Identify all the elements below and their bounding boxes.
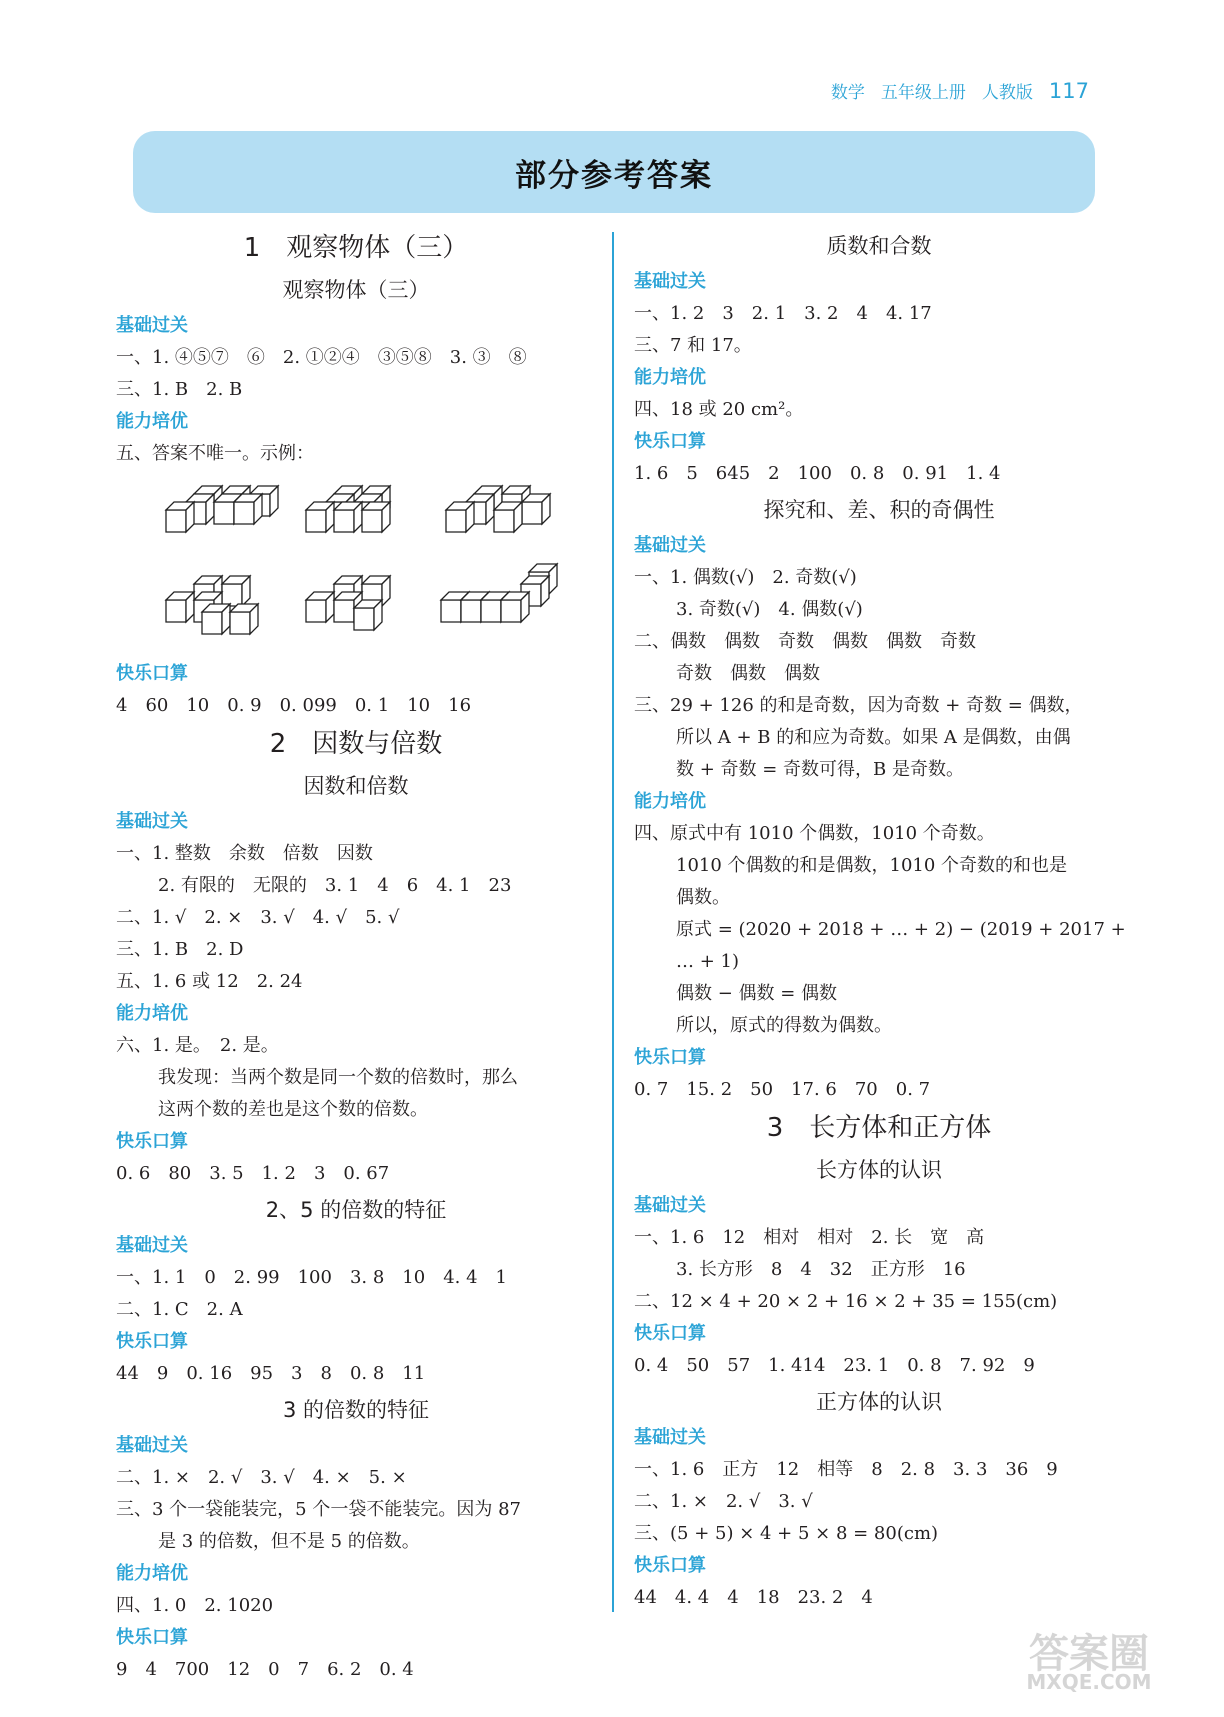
section-label: 能力培优 <box>634 367 706 388</box>
section-label: 基础过关 <box>116 1435 188 1456</box>
section-label: 基础过关 <box>634 271 706 292</box>
right-column <box>634 226 1124 1614</box>
section-label: 快乐口算 <box>116 1627 188 1648</box>
answer-line: 2. 有限的 无限的 3. 1 4 6 4. 1 23 <box>158 875 512 896</box>
lesson-title: 因数和倍数 <box>303 774 409 798</box>
column-divider <box>612 232 614 1612</box>
answer-line: … + 1) <box>676 951 739 972</box>
header-subject: 数学 <box>830 83 865 103</box>
answer-line: 我发现：当两个数是同一个数的倍数时，那么 <box>158 1067 518 1088</box>
answer-line: 3. 奇数(√) 4. 偶数(√) <box>676 599 863 620</box>
answer-line: 一、1. 2 3 2. 1 3. 2 4 4. 17 <box>634 303 932 324</box>
answer-line: 四、原式中有 1010 个偶数，1010 个奇数。 <box>634 823 995 844</box>
answer-line: 二、1. √ 2. × 3. √ 4. √ 5. √ <box>116 907 400 928</box>
answer-line: 二、1. × 2. √ 3. √ <box>634 1491 813 1512</box>
answer-line: 44 9 0. 16 95 3 8 0. 8 11 <box>116 1363 426 1384</box>
answer-line: 二、1. C 2. A <box>116 1299 243 1320</box>
section-label: 基础过关 <box>634 1427 706 1448</box>
answer-line: 0. 6 80 3. 5 1. 2 3 0. 67 <box>116 1163 390 1184</box>
answer-line: 一、1. 整数 余数 倍数 因数 <box>116 843 373 864</box>
answer-line: 五、1. 6 或 12 2. 24 <box>116 971 303 992</box>
section-label: 快乐口算 <box>634 1323 706 1344</box>
answer-line: 三、7 和 17。 <box>634 335 752 356</box>
section-label: 能力培优 <box>116 411 188 432</box>
answer-line: 所以 A + B 的和应为奇数。如果 A 是偶数，由偶 <box>676 727 1071 748</box>
section-label: 快乐口算 <box>634 1047 706 1068</box>
lesson-title: 观察物体（三） <box>282 278 430 302</box>
answer-line: 二、1. × 2. √ 3. √ 4. × 5. × <box>116 1467 407 1488</box>
section-label: 快乐口算 <box>116 663 188 684</box>
section-label: 能力培优 <box>116 1003 188 1024</box>
lesson-title: 长方体的认识 <box>816 1158 942 1182</box>
section-label: 基础过关 <box>116 315 188 336</box>
answers-banner: 部分参考答案 <box>133 131 1095 213</box>
answer-line: 三、3 个一袋能装完，5 个一袋不能装完。因为 87 <box>116 1499 521 1520</box>
section-label: 快乐口算 <box>634 431 706 452</box>
section-label: 基础过关 <box>634 535 706 556</box>
section-label: 快乐口算 <box>116 1131 188 1152</box>
cube-figures <box>116 470 596 658</box>
watermark-url: MXQE.COM <box>1026 1670 1152 1694</box>
section-label: 基础过关 <box>634 1195 706 1216</box>
answer-line: 数 + 奇数 = 奇数可得，B 是奇数。 <box>676 759 964 780</box>
left-column <box>116 226 596 1686</box>
answer-line: 这两个数的差也是这个数的倍数。 <box>158 1099 428 1120</box>
answer-line: 0. 4 50 57 1. 414 23. 1 0. 8 7. 92 9 <box>634 1355 1035 1376</box>
answer-line: 奇数 偶数 偶数 <box>676 663 820 684</box>
lesson-title: 质数和合数 <box>826 234 932 258</box>
answer-line: 三、(5 + 5) × 4 + 5 × 8 = 80(cm) <box>634 1523 939 1544</box>
lesson-title: 探究和、差、积的奇偶性 <box>763 498 995 522</box>
page-header <box>831 78 1089 103</box>
answer-line: 1. 6 5 645 2 100 0. 8 0. 91 1. 4 <box>634 463 1001 484</box>
answer-line: 4 60 10 0. 9 0. 099 0. 1 10 16 <box>116 695 472 716</box>
section-label: 快乐口算 <box>634 1555 706 1576</box>
lesson-title: 正方体的认识 <box>816 1390 942 1414</box>
section-label: 基础过关 <box>116 811 188 832</box>
answer-line: 44 4. 4 4 18 23. 2 4 <box>634 1587 873 1608</box>
answer-line: 原式 = (2020 + 2018 + … + 2) − (2019 + 2017 + <box>676 919 1126 940</box>
answer-line: 四、18 或 20 cm²。 <box>634 399 804 420</box>
answer-line: 1010 个偶数的和是偶数，1010 个奇数的和也是 <box>676 855 1068 876</box>
header-grade: 五年级上册 <box>880 83 966 103</box>
answer-line: 是 3 的倍数，但不是 5 的倍数。 <box>158 1531 420 1552</box>
chapter-title: 1 观察物体（三） <box>243 233 469 263</box>
section-label: 能力培优 <box>634 791 706 812</box>
answer-line: 0. 7 15. 2 50 17. 6 70 0. 7 <box>634 1079 931 1100</box>
answer-line: 9 4 700 12 0 7 6. 2 0. 4 <box>116 1659 414 1680</box>
answer-line: 一、1. 1 0 2. 99 100 3. 8 10 4. 4 1 <box>116 1267 508 1288</box>
page-number: 117 <box>1048 79 1089 103</box>
watermark-text: 答案圈 <box>1029 1631 1149 1677</box>
answer-line: 3. 长方形 8 4 32 正方形 16 <box>676 1259 966 1280</box>
watermark-logo <box>1004 1622 1174 1697</box>
answer-line: 一、1. 偶数(√) 2. 奇数(√) <box>634 567 857 588</box>
answer-line: 四、1. 0 2. 1020 <box>116 1595 274 1616</box>
answer-line: 二、偶数 偶数 奇数 偶数 偶数 奇数 <box>634 631 976 652</box>
answer-line: 偶数 − 偶数 = 偶数 <box>676 983 838 1004</box>
answer-line: 一、1. 6 12 相对 相对 2. 长 宽 高 <box>634 1227 985 1248</box>
answer-line: 一、1. ④⑤⑦ ⑥ 2. ①②④ ③⑤⑧ 3. ③ ⑧ <box>116 347 527 368</box>
header-edition: 人教版 <box>981 83 1033 103</box>
answer-line: 五、答案不唯一。示例： <box>116 443 314 464</box>
chapter-title: 2 因数与倍数 <box>269 729 443 759</box>
section-label: 快乐口算 <box>116 1331 188 1352</box>
section-label: 基础过关 <box>116 1235 188 1256</box>
answer-line: 三、1. B 2. D <box>116 939 244 960</box>
answer-line: 所以，原式的得数为偶数。 <box>676 1015 892 1036</box>
answer-line: 三、1. B 2. B <box>116 379 243 400</box>
answer-line: 六、1. 是。 2. 是。 <box>116 1035 279 1056</box>
answer-line: 一、1. 6 正方 12 相等 8 2. 8 3. 3 36 9 <box>634 1459 1058 1480</box>
cube-drawings <box>156 474 576 654</box>
lesson-title: 2、5 的倍数的特征 <box>265 1198 447 1222</box>
section-label: 能力培优 <box>116 1563 188 1584</box>
answer-line: 二、12 × 4 + 20 × 2 + 16 × 2 + 35 = 155(cm) <box>634 1291 1058 1312</box>
chapter-title: 3 长方体和正方体 <box>766 1113 992 1143</box>
answer-line: 偶数。 <box>676 887 730 908</box>
answer-line: 三、29 + 126 的和是奇数，因为奇数 + 奇数 = 偶数， <box>634 695 1083 716</box>
lesson-title: 3 的倍数的特征 <box>282 1398 430 1422</box>
